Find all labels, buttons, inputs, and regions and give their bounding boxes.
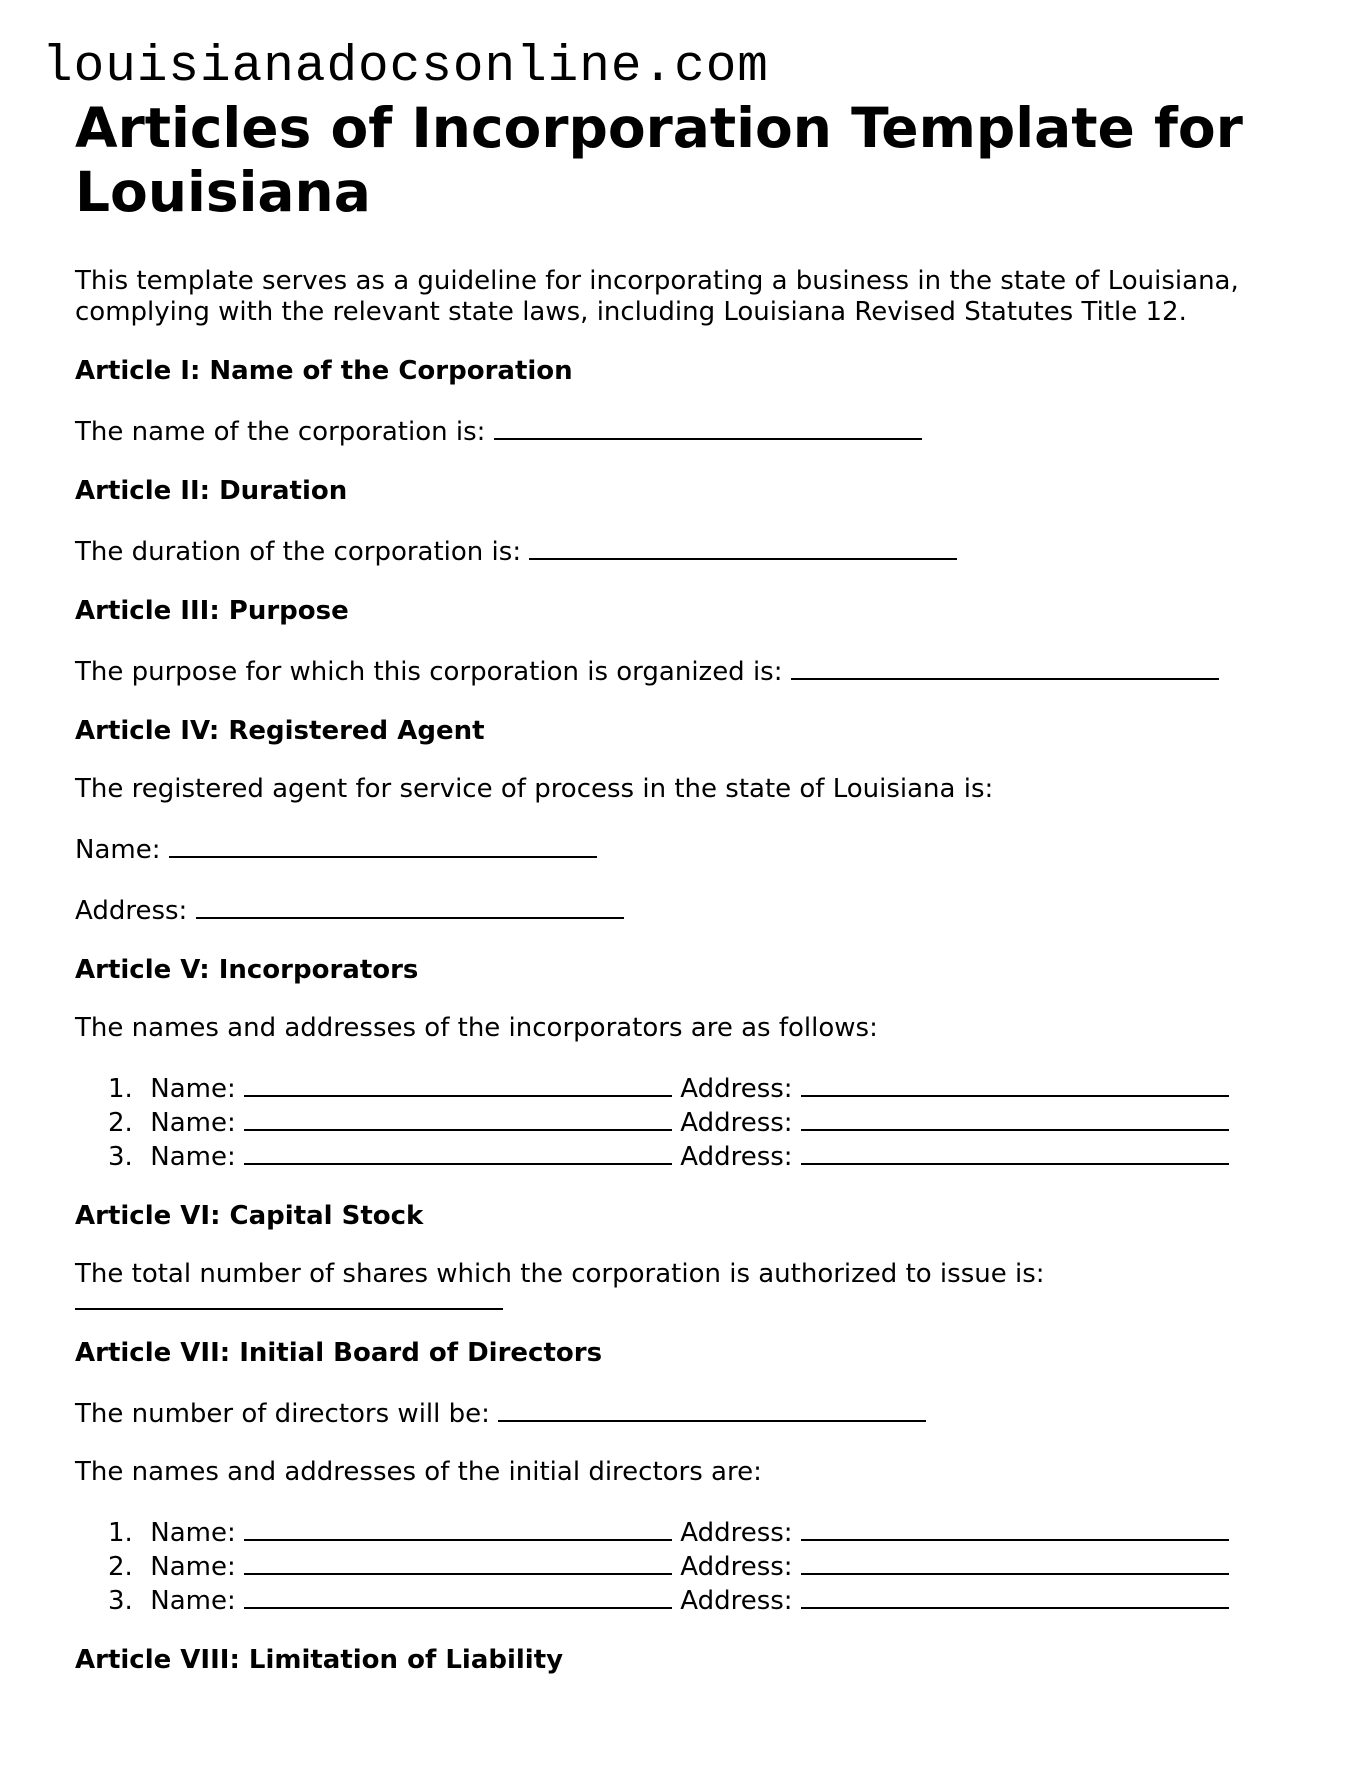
list-item: 3. Name: Address: bbox=[108, 1139, 1305, 1173]
article-8-heading: Article VIII: Limitation of Liability bbox=[75, 1645, 564, 1675]
director-name-blank[interactable] bbox=[244, 1583, 672, 1609]
agent-address-line: Address: bbox=[75, 893, 1305, 927]
article-4-heading: Article IV: Registered Agent bbox=[75, 716, 485, 746]
article-3-text: The purpose for which this corporation is organized is: bbox=[75, 654, 1305, 688]
article-7-text-2: The names and addresses of the initial directors are: bbox=[75, 1457, 762, 1487]
article-6-heading: Article VI: Capital Stock bbox=[75, 1201, 424, 1231]
article-1-text: The name of the corporation is: bbox=[75, 414, 1305, 448]
directors-list bbox=[75, 1515, 1305, 1617]
incorporator-address-blank[interactable] bbox=[801, 1139, 1229, 1165]
article-6-text: The total number of shares which the corporation is authorized to issue is: bbox=[75, 1259, 1305, 1310]
article-2-text: The duration of the corporation is: bbox=[75, 534, 1305, 568]
agent-name-line: Name: bbox=[75, 832, 1305, 866]
list-item: 2. Name: Address: bbox=[108, 1549, 1305, 1583]
director-count-blank[interactable] bbox=[498, 1396, 926, 1422]
intro-paragraph: This template serves as a guideline for incorporating a business in the state of Louisiana, complying with the relevant state laws, including Louisiana Revised Statutes Title 12. bbox=[75, 266, 1239, 327]
shares-blank[interactable] bbox=[75, 1290, 503, 1310]
article-5-heading: Article V: Incorporators bbox=[75, 955, 419, 985]
article-5-text: The names and addresses of the incorporators are as follows: bbox=[75, 1013, 878, 1043]
article-2-heading: Article II: Duration bbox=[75, 476, 348, 506]
list-item: 3. Name: Address: bbox=[108, 1583, 1305, 1617]
list-item: 1. Name: Address: bbox=[108, 1515, 1305, 1549]
article-3-heading: Article III: Purpose bbox=[75, 596, 349, 626]
list-item: 1. Name: Address: bbox=[108, 1071, 1305, 1105]
document-body bbox=[75, 96, 1305, 1676]
incorporator-name-blank[interactable] bbox=[244, 1105, 672, 1131]
article-7-heading: Article VII: Initial Board of Directors bbox=[75, 1338, 603, 1368]
page-title: Articles of Incorporation Template for Louisiana bbox=[75, 96, 1243, 224]
incorporator-name-blank[interactable] bbox=[244, 1071, 672, 1097]
incorporator-address-blank[interactable] bbox=[801, 1071, 1229, 1097]
site-watermark: louisianadocsonline.com bbox=[42, 39, 769, 96]
article-7-text: The number of directors will be: bbox=[75, 1396, 1305, 1430]
director-name-blank[interactable] bbox=[244, 1549, 672, 1575]
director-address-blank[interactable] bbox=[801, 1515, 1229, 1541]
director-address-blank[interactable] bbox=[801, 1549, 1229, 1575]
incorporator-name-blank[interactable] bbox=[244, 1139, 672, 1165]
director-name-blank[interactable] bbox=[244, 1515, 672, 1541]
agent-name-blank[interactable] bbox=[169, 832, 597, 858]
article-4-text: The registered agent for service of process in the state of Louisiana is: bbox=[75, 774, 994, 804]
agent-address-blank[interactable] bbox=[196, 893, 624, 919]
article-1-heading: Article I: Name of the Corporation bbox=[75, 356, 573, 386]
purpose-blank[interactable] bbox=[791, 654, 1219, 680]
incorporators-list bbox=[75, 1071, 1305, 1173]
duration-blank[interactable] bbox=[529, 534, 957, 560]
incorporator-address-blank[interactable] bbox=[801, 1105, 1229, 1131]
list-item: 2. Name: Address: bbox=[108, 1105, 1305, 1139]
corporation-name-blank[interactable] bbox=[494, 414, 922, 440]
director-address-blank[interactable] bbox=[801, 1583, 1229, 1609]
